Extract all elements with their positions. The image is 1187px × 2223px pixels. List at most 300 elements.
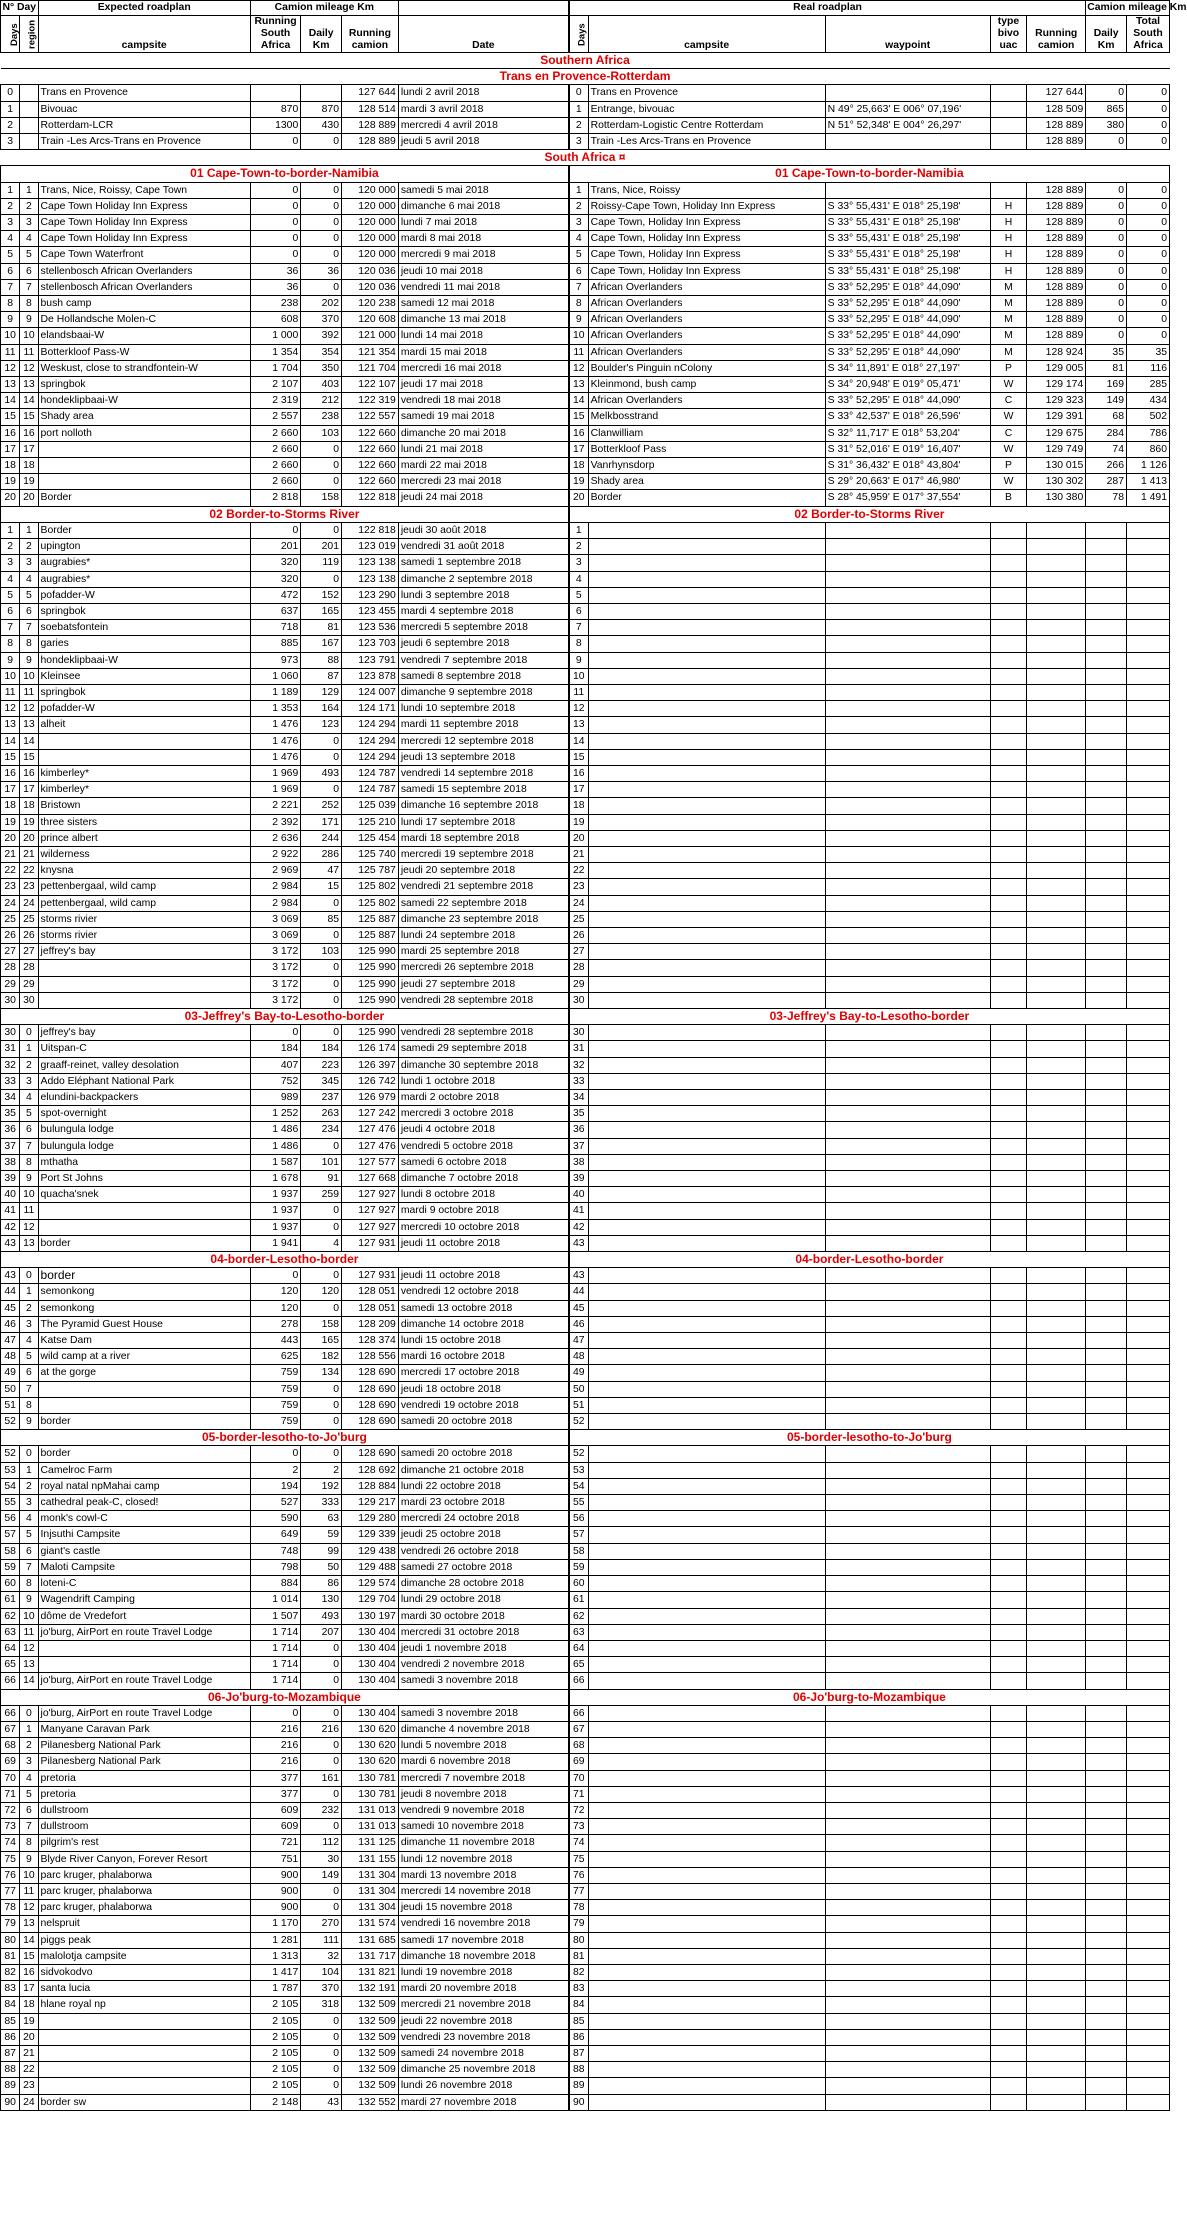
table-cell: [825, 1721, 990, 1737]
table-row: [1, 2078, 1170, 2094]
table-cell: 54: [1, 1478, 20, 1494]
table-cell: [1086, 1883, 1127, 1899]
table-cell: [1027, 1235, 1086, 1251]
table-cell: 130 404: [342, 1705, 399, 1721]
table-cell: 1 969: [250, 782, 300, 798]
table-row: [1, 830, 1170, 846]
table-row: [1, 765, 1170, 781]
table-cell: [990, 2045, 1026, 2061]
table-cell: Cape Town Waterfront: [38, 247, 250, 263]
table-row: [1, 620, 1170, 636]
table-cell: [588, 717, 825, 733]
table-cell: 125 990: [342, 992, 399, 1008]
table-cell: 0: [301, 2062, 342, 2078]
table-cell: [1027, 684, 1086, 700]
table-cell: 50: [301, 1559, 342, 1575]
table-cell: 67: [569, 1721, 588, 1737]
table-cell: [825, 1187, 990, 1203]
table-cell: 18: [1, 458, 20, 474]
table-row: [1, 1478, 1170, 1494]
table-cell: 32: [301, 1948, 342, 1964]
table-cell: [588, 992, 825, 1008]
table-cell: 61: [569, 1592, 588, 1608]
table-cell: [1027, 1932, 1086, 1948]
table-cell: 212: [301, 393, 342, 409]
table-cell: [825, 701, 990, 717]
table-cell: 36: [250, 263, 300, 279]
table-cell: [1126, 1414, 1169, 1430]
table-cell: 23: [1, 879, 20, 895]
table-cell: 28: [20, 960, 38, 976]
table-row: [1, 1268, 1170, 1284]
table-cell: [825, 1284, 990, 1300]
table-cell: [588, 652, 825, 668]
table-cell: 2 105: [250, 2062, 300, 2078]
table-cell: [825, 1397, 990, 1413]
table-cell: [1086, 846, 1127, 862]
table-cell: 9: [20, 652, 38, 668]
table-cell: [825, 1138, 990, 1154]
table-cell: 72: [569, 1802, 588, 1818]
table-cell: 2: [569, 539, 588, 555]
table-cell: [825, 879, 990, 895]
table-cell: 0: [301, 571, 342, 587]
table-cell: [825, 2094, 990, 2110]
table-row: [1, 1835, 1170, 1851]
table-cell: 127 927: [342, 1187, 399, 1203]
table-cell: border sw: [38, 2094, 250, 2110]
table-cell: [588, 1835, 825, 1851]
table-cell: [825, 1154, 990, 1170]
table-cell: 216: [301, 1721, 342, 1737]
table-cell: 3: [20, 1073, 38, 1089]
table-cell: 759: [250, 1414, 300, 1430]
table-cell: [588, 1073, 825, 1089]
table-cell: 0: [1126, 279, 1169, 295]
table-cell: S 33° 52,295' E 018° 44,090': [825, 312, 990, 328]
table-cell: 128 556: [342, 1349, 399, 1365]
table-cell: [990, 1964, 1026, 1980]
table-cell: vendredi 12 octobre 2018: [398, 1284, 569, 1300]
table-cell: Rotterdam-Logistic Centre Rotterdam: [588, 117, 825, 133]
table-cell: [1086, 2013, 1127, 2029]
table-cell: 121 704: [342, 360, 399, 376]
table-cell: [825, 895, 990, 911]
table-cell: African Overlanders: [588, 328, 825, 344]
table-cell: 3 069: [250, 927, 300, 943]
table-cell: 2: [20, 1300, 38, 1316]
table-cell: 1: [20, 1462, 38, 1478]
table-row: [1, 1090, 1170, 1106]
table-cell: 40: [1, 1187, 20, 1203]
table-cell: 132 509: [342, 2013, 399, 2029]
table-cell: [1027, 1511, 1086, 1527]
table-cell: 103: [301, 425, 342, 441]
header-expected: Expected roadplan: [38, 1, 250, 16]
table-cell: 2 969: [250, 863, 300, 879]
table-cell: [588, 814, 825, 830]
table-cell: jeudi 22 novembre 2018: [398, 2013, 569, 2029]
table-cell: [990, 555, 1026, 571]
table-row: [1, 652, 1170, 668]
table-cell: 81: [301, 620, 342, 636]
table-cell: [1086, 1171, 1127, 1187]
table-cell: 122 660: [342, 458, 399, 474]
table-cell: [1126, 895, 1169, 911]
table-row: [1, 1657, 1170, 1673]
table-cell: 127 476: [342, 1138, 399, 1154]
table-cell: 22: [1, 863, 20, 879]
table-row: [1, 182, 1170, 198]
table-cell: 120 000: [342, 247, 399, 263]
table-cell: 10: [20, 1608, 38, 1624]
table-cell: pretoria: [38, 1770, 250, 1786]
table-cell: mardi 22 mai 2018: [398, 458, 569, 474]
table-cell: [1086, 1770, 1127, 1786]
header-real: Real roadplan: [569, 1, 1086, 16]
table-cell: 10: [1, 328, 20, 344]
table-cell: [1086, 2094, 1127, 2110]
table-cell: [825, 1754, 990, 1770]
table-cell: 158: [301, 490, 342, 506]
table-cell: [1126, 1511, 1169, 1527]
table-cell: 3: [569, 555, 588, 571]
segment-title-expected: 05-border-lesotho-to-Jo'burg: [1, 1430, 569, 1446]
table-cell: [588, 2094, 825, 2110]
table-cell: Cape Town, Holiday Inn Express: [588, 215, 825, 231]
table-cell: Cape Town, Holiday Inn Express: [588, 231, 825, 247]
table-cell: 125 802: [342, 895, 399, 911]
table-cell: 51: [1, 1397, 20, 1413]
table-cell: [301, 85, 342, 101]
table-cell: 131 685: [342, 1932, 399, 1948]
table-cell: 48: [569, 1349, 588, 1365]
table-cell: [825, 1786, 990, 1802]
table-cell: 20: [569, 830, 588, 846]
table-cell: 130 380: [1027, 490, 1086, 506]
table-cell: 0: [1126, 263, 1169, 279]
table-cell: 0: [250, 1025, 300, 1041]
table-row: [1, 1203, 1170, 1219]
table-cell: 67: [1, 1721, 20, 1737]
table-cell: 130 404: [342, 1624, 399, 1640]
table-cell: 2 660: [250, 441, 300, 457]
table-cell: 35: [1086, 344, 1127, 360]
table-cell: [1027, 992, 1086, 1008]
table-cell: 16: [569, 765, 588, 781]
table-cell: [825, 944, 990, 960]
table-cell: [1086, 1932, 1127, 1948]
table-cell: 128 889: [1027, 117, 1086, 133]
table-cell: [38, 2013, 250, 2029]
table-cell: 120 000: [342, 231, 399, 247]
table-cell: 125 990: [342, 960, 399, 976]
table-cell: 0: [301, 1397, 342, 1413]
table-cell: mercredi 7 novembre 2018: [398, 1770, 569, 1786]
table-cell: elundini-backpackers: [38, 1090, 250, 1106]
table-cell: 37: [1, 1138, 20, 1154]
table-cell: at the gorge: [38, 1365, 250, 1381]
table-cell: 128 690: [342, 1397, 399, 1413]
table-cell: [1086, 1867, 1127, 1883]
table-row: [1, 117, 1170, 133]
table-cell: 15: [20, 409, 38, 425]
table-cell: mercredi 9 mai 2018: [398, 247, 569, 263]
table-cell: jo'burg, AirPort en route Travel Lodge: [38, 1673, 250, 1689]
table-cell: 39: [569, 1171, 588, 1187]
table-cell: 123 138: [342, 555, 399, 571]
table-cell: mercredi 4 avril 2018: [398, 117, 569, 133]
table-cell: [825, 555, 990, 571]
table-cell: 0: [301, 247, 342, 263]
table-cell: 128 884: [342, 1478, 399, 1494]
table-cell: 111: [301, 1932, 342, 1948]
table-cell: samedi 5 mai 2018: [398, 182, 569, 198]
table-cell: 1: [20, 1041, 38, 1057]
table-cell: 15: [20, 749, 38, 765]
table-cell: [990, 1187, 1026, 1203]
table-cell: [825, 1203, 990, 1219]
table-row: [1, 1851, 1170, 1867]
table-cell: 354: [301, 344, 342, 360]
table-cell: 2 984: [250, 879, 300, 895]
table-cell: 13: [20, 377, 38, 393]
table-cell: [588, 1041, 825, 1057]
table-cell: mardi 30 octobre 2018: [398, 1608, 569, 1624]
table-row: [1, 571, 1170, 587]
table-cell: 392: [301, 328, 342, 344]
table-cell: 6: [20, 1802, 38, 1818]
table-cell: 130 404: [342, 1673, 399, 1689]
table-cell: [825, 1608, 990, 1624]
table-cell: 4: [20, 1511, 38, 1527]
table-cell: 27: [1, 944, 20, 960]
table-cell: 3: [20, 555, 38, 571]
table-cell: 121 354: [342, 344, 399, 360]
table-cell: S 33° 52,295' E 018° 44,090': [825, 296, 990, 312]
table-cell: [990, 1867, 1026, 1883]
table-cell: [1086, 2062, 1127, 2078]
table-cell: [1027, 1154, 1086, 1170]
table-cell: 43: [1, 1268, 20, 1284]
table-cell: 1: [1, 182, 20, 198]
table-cell: 9: [20, 1171, 38, 1187]
table-cell: 13: [20, 1235, 38, 1251]
table-cell: 70: [1, 1770, 20, 1786]
table-cell: [990, 1770, 1026, 1786]
table-cell: [1027, 1754, 1086, 1770]
table-cell: 125 787: [342, 863, 399, 879]
table-cell: lundi 2 avril 2018: [398, 85, 569, 101]
table-cell: [1027, 1559, 1086, 1575]
table-cell: kimberley*: [38, 765, 250, 781]
table-cell: 0: [301, 927, 342, 943]
table-cell: 46: [1, 1316, 20, 1332]
table-cell: [1126, 1462, 1169, 1478]
table-cell: 126 742: [342, 1073, 399, 1089]
table-cell: 48: [1, 1349, 20, 1365]
table-cell: [990, 1041, 1026, 1057]
table-cell: [990, 846, 1026, 862]
table-cell: [588, 863, 825, 879]
table-cell: Roissy-Cape Town, Holiday Inn Express: [588, 198, 825, 214]
table-cell: [1086, 2029, 1127, 2045]
table-cell: [990, 1495, 1026, 1511]
table-cell: 6: [20, 263, 38, 279]
table-cell: [990, 2094, 1026, 2110]
table-cell: [1126, 1705, 1169, 1721]
table-row: [1, 1446, 1170, 1462]
table-cell: 120 000: [342, 198, 399, 214]
table-cell: [1027, 1883, 1086, 1899]
table-cell: [1126, 1527, 1169, 1543]
table-cell: cathedral peak-C, closed!: [38, 1495, 250, 1511]
table-cell: pettenbergaal, wild camp: [38, 879, 250, 895]
table-cell: 0: [301, 1705, 342, 1721]
table-cell: [1027, 879, 1086, 895]
table-cell: 58: [1, 1543, 20, 1559]
table-cell: [1027, 1073, 1086, 1089]
table-cell: [990, 1090, 1026, 1106]
table-cell: [990, 749, 1026, 765]
table-cell: [1027, 1333, 1086, 1349]
table-cell: 4: [20, 1333, 38, 1349]
table-cell: [825, 1106, 990, 1122]
table-cell: 0: [301, 215, 342, 231]
table-row: [1, 1721, 1170, 1737]
table-cell: 5: [20, 1527, 38, 1543]
table-cell: [990, 1025, 1026, 1041]
table-cell: [1027, 620, 1086, 636]
table-cell: [825, 684, 990, 700]
table-cell: [825, 1916, 990, 1932]
table-cell: 0: [301, 976, 342, 992]
table-cell: 73: [569, 1819, 588, 1835]
table-cell: 73: [1, 1819, 20, 1835]
table-cell: 0: [250, 1705, 300, 1721]
table-cell: border: [38, 1446, 250, 1462]
table-cell: [1126, 1997, 1169, 2013]
table-cell: [1086, 1203, 1127, 1219]
table-cell: [1086, 1948, 1127, 1964]
table-cell: [1126, 814, 1169, 830]
table-cell: 0: [1086, 85, 1127, 101]
table-cell: 0: [1126, 117, 1169, 133]
table-cell: [588, 539, 825, 555]
table-cell: [990, 101, 1026, 117]
table-cell: Camelroc Farm: [38, 1462, 250, 1478]
table-cell: 127 577: [342, 1154, 399, 1170]
table-cell: [1126, 1819, 1169, 1835]
table-cell: [990, 830, 1026, 846]
table-cell: [990, 1478, 1026, 1494]
table-cell: 16: [20, 765, 38, 781]
table-cell: [825, 1867, 990, 1883]
table-cell: [1126, 1802, 1169, 1818]
table-cell: 3: [1, 215, 20, 231]
table-cell: dimanche 30 septembre 2018: [398, 1057, 569, 1073]
table-cell: 158: [301, 1316, 342, 1332]
table-cell: [990, 1365, 1026, 1381]
table-cell: 38: [1, 1154, 20, 1170]
table-cell: 973: [250, 652, 300, 668]
table-cell: [1027, 652, 1086, 668]
table-cell: [825, 2045, 990, 2061]
table-cell: 66: [569, 1673, 588, 1689]
table-cell: 0: [301, 231, 342, 247]
table-cell: [825, 1414, 990, 1430]
table-cell: 0: [1, 85, 20, 101]
table-cell: 131 304: [342, 1883, 399, 1899]
table-cell: 83: [1, 1981, 20, 1997]
table-cell: [1126, 652, 1169, 668]
table-cell: S 33° 55,431' E 018° 25,198': [825, 263, 990, 279]
table-cell: 61: [1, 1592, 20, 1608]
table-cell: 49: [1, 1365, 20, 1381]
table-cell: 129: [301, 684, 342, 700]
table-cell: 17: [20, 1981, 38, 1997]
table-cell: [825, 1770, 990, 1786]
table-cell: border: [38, 1235, 250, 1251]
table-cell: [1027, 1981, 1086, 1997]
table-cell: 35: [1126, 344, 1169, 360]
table-cell: [588, 1997, 825, 2013]
table-cell: [1027, 749, 1086, 765]
table-cell: [1086, 733, 1127, 749]
table-cell: [825, 1997, 990, 2013]
table-cell: [990, 1738, 1026, 1754]
table-cell: Shady area: [588, 474, 825, 490]
table-cell: 62: [569, 1608, 588, 1624]
table-cell: 8: [20, 1576, 38, 1592]
table-cell: [588, 2029, 825, 2045]
table-cell: 0: [301, 279, 342, 295]
table-cell: [1027, 2045, 1086, 2061]
table-cell: [990, 1981, 1026, 1997]
table-cell: 1 281: [250, 1932, 300, 1948]
table-cell: dimanche 25 novembre 2018: [398, 2062, 569, 2078]
table-cell: Blyde River Canyon, Forever Resort: [38, 1851, 250, 1867]
table-cell: [20, 101, 38, 117]
table-cell: 66: [1, 1705, 20, 1721]
table-cell: quacha'snek: [38, 1187, 250, 1203]
table-cell: [1086, 1495, 1127, 1511]
table-cell: Bivouac: [38, 101, 250, 117]
table-cell: 40: [569, 1187, 588, 1203]
table-cell: 130 404: [342, 1657, 399, 1673]
table-cell: [1027, 1543, 1086, 1559]
table-cell: [990, 2062, 1026, 2078]
table-cell: [1126, 1381, 1169, 1397]
table-cell: [990, 539, 1026, 555]
table-cell: jeudi 18 octobre 2018: [398, 1381, 569, 1397]
table-cell: 130 781: [342, 1786, 399, 1802]
table-cell: [990, 1559, 1026, 1575]
table-cell: [1027, 1187, 1086, 1203]
table-cell: 45: [1, 1300, 20, 1316]
table-cell: [1086, 1576, 1127, 1592]
table-cell: 0: [301, 1640, 342, 1656]
table-cell: 130 197: [342, 1608, 399, 1624]
table-cell: [1027, 1414, 1086, 1430]
table-cell: jeudi 1 novembre 2018: [398, 1640, 569, 1656]
table-cell: 0: [301, 1819, 342, 1835]
table-cell: 59: [301, 1527, 342, 1543]
table-cell: 0: [250, 198, 300, 214]
table-cell: 7: [20, 1138, 38, 1154]
table-cell: [990, 782, 1026, 798]
table-cell: 128 924: [1027, 344, 1086, 360]
